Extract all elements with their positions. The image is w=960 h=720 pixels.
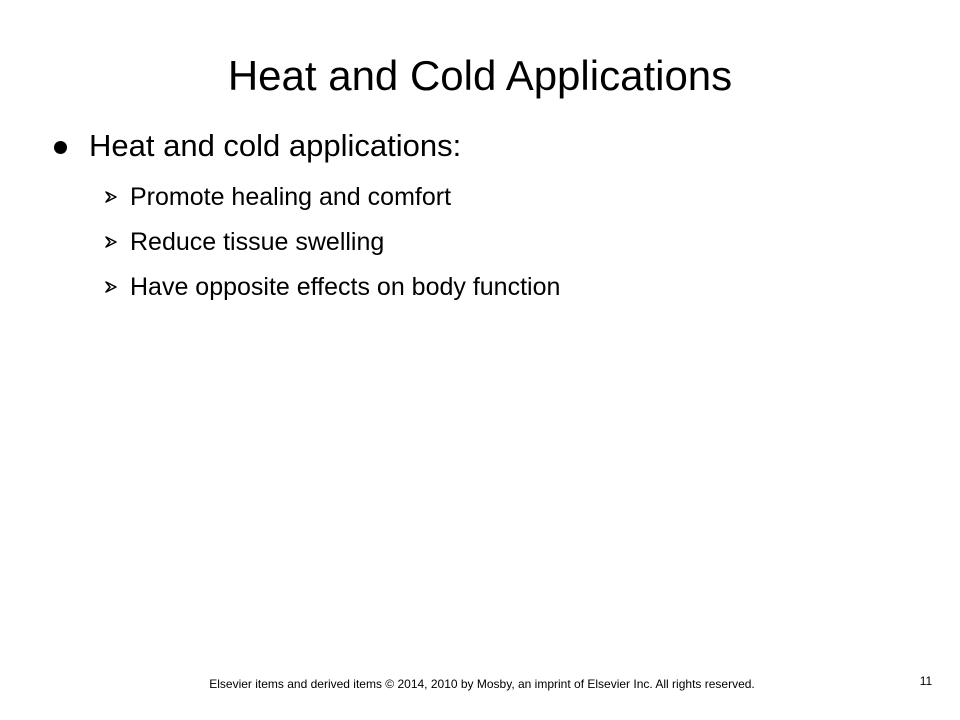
sub-bullet-text: Have opposite effects on body function <box>130 273 561 301</box>
copyright-footer: Elsevier items and derived items © 2014, 2010 by Mosby, an imprint of Elsevier Inc. All rights reserved. <box>209 677 755 691</box>
arrowhead-bullet-icon <box>104 190 118 204</box>
bullet-text: Heat and cold applications: <box>89 128 462 163</box>
sub-bullet-item <box>104 180 451 214</box>
sub-bullet-item <box>104 225 384 259</box>
sub-bullet-text: Promote healing and comfort <box>130 183 452 211</box>
arrowhead-bullet-icon <box>104 280 118 294</box>
slide-title: Heat and Cold Applications <box>227 52 733 99</box>
page-number: 11 <box>919 674 933 688</box>
sub-bullet-text: Reduce tissue swelling <box>130 228 385 256</box>
filled-circle-bullet-icon <box>54 141 67 154</box>
arrowhead-bullet-icon <box>104 235 118 249</box>
bullet-item <box>54 126 461 166</box>
sub-bullet-item <box>104 270 560 304</box>
